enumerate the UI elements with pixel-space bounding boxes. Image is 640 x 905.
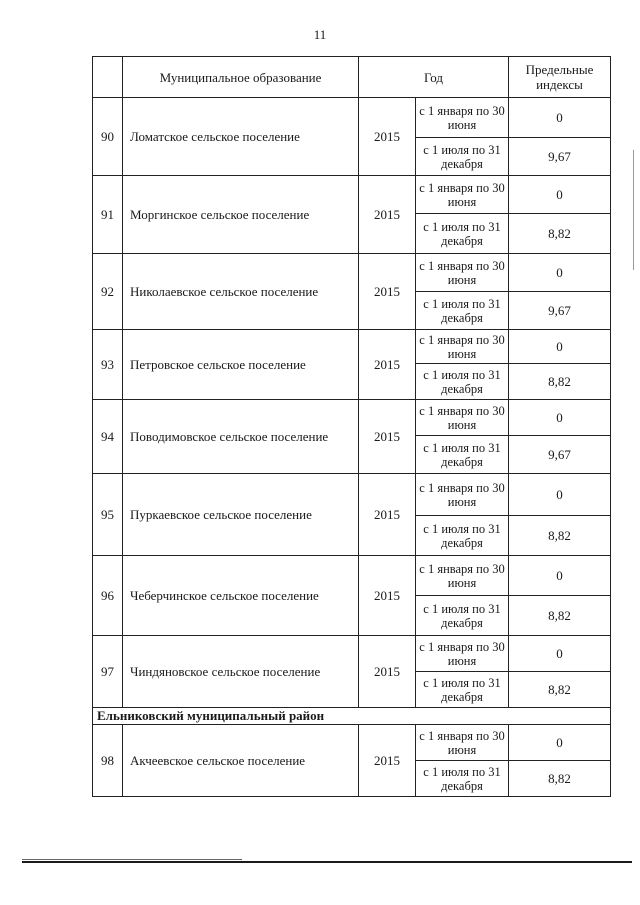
- row-number: 92: [93, 254, 123, 330]
- year-cell: 2015: [359, 474, 416, 556]
- municipality-name: Николаевское сельское поселение: [123, 254, 359, 330]
- index-value-second-half: 8,82: [509, 214, 611, 254]
- table-header-row: [93, 57, 611, 98]
- header-year: Год: [359, 57, 509, 98]
- scan-edge-mark: [633, 150, 634, 270]
- index-value-first-half: 0: [509, 636, 611, 672]
- year-cell: 2015: [359, 725, 416, 797]
- municipality-name: Пуркаевское сельское поселение: [123, 474, 359, 556]
- index-value-first-half: 0: [509, 474, 611, 516]
- index-value-first-half: 0: [509, 400, 611, 436]
- row-number: 94: [93, 400, 123, 474]
- header-municipality: Муниципальное образование: [123, 57, 359, 98]
- index-value-first-half: 0: [509, 176, 611, 214]
- year-cell: 2015: [359, 556, 416, 636]
- region-heading: Ельниковский муниципальный район: [93, 708, 611, 725]
- table-row: [93, 330, 611, 364]
- row-number: 93: [93, 330, 123, 400]
- period-first-half: с 1 января по 30 июня: [416, 176, 509, 214]
- index-value-first-half: 0: [509, 725, 611, 761]
- period-second-half: с 1 июля по 31 декабря: [416, 436, 509, 474]
- table-row: [93, 474, 611, 516]
- index-value-first-half: 0: [509, 556, 611, 596]
- period-first-half: с 1 января по 30 июня: [416, 556, 509, 596]
- table-row: [93, 176, 611, 214]
- table-row: [93, 400, 611, 436]
- header-index: Предельные индексы: [509, 57, 611, 98]
- page-number: 11: [313, 27, 327, 42]
- table-row: [93, 725, 611, 761]
- tariff-index-table: [92, 56, 611, 797]
- index-value-second-half: 9,67: [509, 138, 611, 176]
- period-first-half: с 1 января по 30 июня: [416, 636, 509, 672]
- year-cell: 2015: [359, 176, 416, 254]
- period-second-half: с 1 июля по 31 декабря: [416, 214, 509, 254]
- municipality-name: Ломатское сельское поселение: [123, 98, 359, 176]
- municipality-name: Чеберчинское сельское поселение: [123, 556, 359, 636]
- period-second-half: с 1 июля по 31 декабря: [416, 761, 509, 797]
- index-value-second-half: 8,82: [509, 596, 611, 636]
- period-first-half: с 1 января по 30 июня: [416, 254, 509, 292]
- table-body: [93, 98, 611, 797]
- period-second-half: с 1 июля по 31 декабря: [416, 138, 509, 176]
- period-second-half: с 1 июля по 31 декабря: [416, 596, 509, 636]
- period-second-half: с 1 июля по 31 декабря: [416, 672, 509, 708]
- municipality-name: Чиндяновское сельское поселение: [123, 636, 359, 708]
- table-row: [93, 636, 611, 672]
- municipality-name: Акчеевское сельское поселение: [123, 725, 359, 797]
- table-row: [93, 98, 611, 138]
- municipality-name: Моргинское сельское поселение: [123, 176, 359, 254]
- period-first-half: с 1 января по 30 июня: [416, 98, 509, 138]
- index-value-second-half: 8,82: [509, 672, 611, 708]
- index-value-second-half: 8,82: [509, 761, 611, 797]
- year-cell: 2015: [359, 636, 416, 708]
- year-cell: 2015: [359, 330, 416, 400]
- index-value-second-half: 8,82: [509, 364, 611, 400]
- header-number: [93, 57, 123, 98]
- region-row: [93, 708, 611, 725]
- period-second-half: с 1 июля по 31 декабря: [416, 516, 509, 556]
- row-number: 91: [93, 176, 123, 254]
- row-number: 97: [93, 636, 123, 708]
- year-cell: 2015: [359, 254, 416, 330]
- year-cell: 2015: [359, 98, 416, 176]
- period-second-half: с 1 июля по 31 декабря: [416, 292, 509, 330]
- index-value-first-half: 0: [509, 98, 611, 138]
- row-number: 96: [93, 556, 123, 636]
- footer-rule-thin: [22, 859, 242, 860]
- row-number: 98: [93, 725, 123, 797]
- period-first-half: с 1 января по 30 июня: [416, 474, 509, 516]
- index-value-first-half: 0: [509, 254, 611, 292]
- table-row: [93, 254, 611, 292]
- row-number: 90: [93, 98, 123, 176]
- row-number: 95: [93, 474, 123, 556]
- period-first-half: с 1 января по 30 июня: [416, 725, 509, 761]
- index-value-second-half: 8,82: [509, 516, 611, 556]
- period-first-half: с 1 января по 30 июня: [416, 400, 509, 436]
- municipality-name: Петровское сельское поселение: [123, 330, 359, 400]
- table-row: [93, 556, 611, 596]
- index-value-second-half: 9,67: [509, 292, 611, 330]
- period-second-half: с 1 июля по 31 декабря: [416, 364, 509, 400]
- year-cell: 2015: [359, 400, 416, 474]
- municipality-name: Поводимовское сельское поселение: [123, 400, 359, 474]
- index-value-second-half: 9,67: [509, 436, 611, 474]
- period-first-half: с 1 января по 30 июня: [416, 330, 509, 364]
- index-value-first-half: 0: [509, 330, 611, 364]
- footer-rule: [22, 861, 632, 863]
